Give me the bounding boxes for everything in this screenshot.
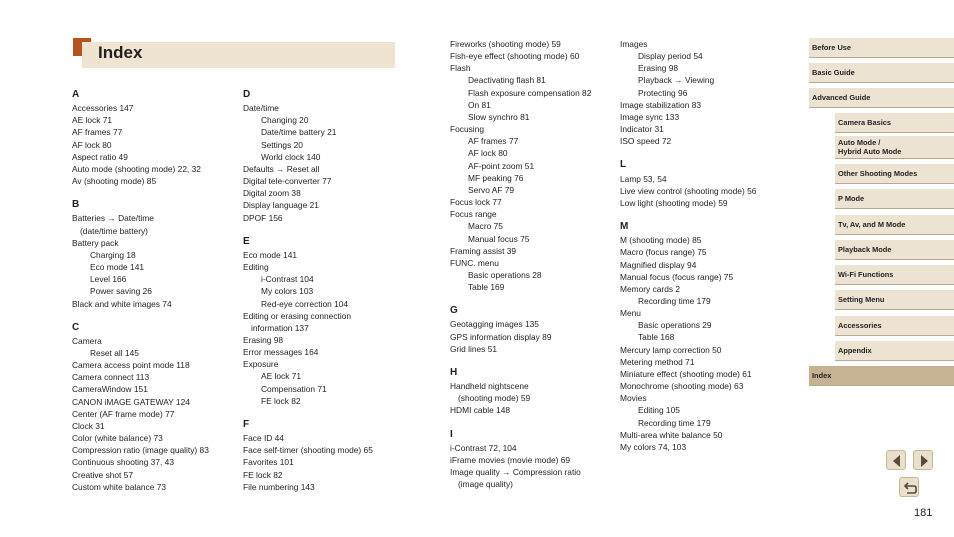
index-entry[interactable]: Eco mode 141 xyxy=(243,249,298,260)
index-entry[interactable]: On 81 xyxy=(468,99,491,110)
index-entry[interactable]: Servo AF 79 xyxy=(468,184,515,195)
index-entry[interactable]: Power saving 26 xyxy=(90,286,152,297)
section-letter: B xyxy=(72,199,80,211)
index-entry[interactable]: AF-point zoom 51 xyxy=(468,160,535,171)
return-icon xyxy=(900,478,920,498)
nav-item-accessories[interactable]: Accessories xyxy=(835,316,954,336)
nav-item-basic-guide[interactable]: Basic Guide xyxy=(809,63,954,83)
index-entry[interactable]: Slow synchro 81 xyxy=(468,111,530,122)
nav-item-auto-mode-hybrid-auto-mode[interactable]: Auto Mode / Hybrid Auto Mode xyxy=(835,136,954,159)
index-entry[interactable]: Center (AF frame mode) 77 xyxy=(72,408,175,419)
index-entry[interactable]: Manual focus (focus range) 75 xyxy=(620,271,734,282)
index-entry[interactable]: Av (shooting mode) 85 xyxy=(72,176,157,187)
section-letter: A xyxy=(72,89,80,100)
index-entry[interactable]: Display language 21 xyxy=(243,200,319,211)
section-letter: H xyxy=(450,366,458,378)
index-entry[interactable]: Exposure xyxy=(243,359,279,370)
index-entry[interactable]: Focus range xyxy=(450,209,497,220)
index-entry[interactable]: Geotagging images 135 xyxy=(450,319,539,330)
index-entry[interactable]: Face self-timer (shooting mode) 65 xyxy=(243,445,373,456)
index-entry[interactable]: MF peaking 76 xyxy=(468,172,524,183)
index-entry[interactable]: Camera access point mode 118 xyxy=(72,360,190,371)
page-number: 181 xyxy=(914,507,933,519)
index-entry[interactable]: Editing or erasing connection xyxy=(243,310,352,321)
section-letter: I xyxy=(450,428,453,440)
index-entry[interactable]: Defaults → Reset all xyxy=(243,163,320,174)
section-letter: F xyxy=(243,418,250,430)
section-letter: E xyxy=(243,235,250,247)
index-entry[interactable]: CANON iMAGE GATEWAY 124 xyxy=(72,396,190,407)
index-column-4 xyxy=(620,38,756,453)
index-entry[interactable]: Error messages 164 xyxy=(243,347,319,358)
section-letter: G xyxy=(450,305,458,317)
index-entry[interactable]: AE lock 71 xyxy=(72,115,113,126)
index-entry[interactable]: AF frames 77 xyxy=(72,127,123,138)
index-entry[interactable]: Basic operations 28 xyxy=(468,269,542,280)
index-entry[interactable]: Lamp 53, 54 xyxy=(620,173,667,184)
index-entry[interactable]: Clock 31 xyxy=(72,420,105,431)
index-entry[interactable]: Flash xyxy=(450,63,471,74)
index-entry[interactable]: Editing xyxy=(243,262,269,273)
index-entry[interactable]: Miniature effect (shooting mode) 61 xyxy=(620,368,752,379)
section-letter: C xyxy=(72,321,80,333)
index-entry[interactable]: information 137 xyxy=(251,322,309,333)
index-entry[interactable]: Indicator 31 xyxy=(620,124,664,135)
index-entry[interactable]: FE lock 82 xyxy=(261,395,301,406)
index-entry[interactable]: (image quality) xyxy=(458,479,513,490)
index-entry[interactable]: Recording time 179 xyxy=(638,417,711,428)
index-entry[interactable]: DPOF 156 xyxy=(243,212,283,223)
index-entry[interactable]: CameraWindow 151 xyxy=(72,384,148,395)
index-entry[interactable]: Aspect ratio 49 xyxy=(72,151,128,162)
index-entry[interactable]: Black and white images 74 xyxy=(72,298,172,309)
index-entry[interactable]: File numbering 143 xyxy=(243,481,315,492)
nav-item-appendix[interactable]: Appendix xyxy=(835,341,954,361)
index-entry[interactable]: M (shooting mode) 85 xyxy=(620,235,702,246)
index-entry[interactable]: Image quality → Compression ratio xyxy=(450,467,581,477)
index-entry[interactable]: Framing assist 39 xyxy=(450,245,517,256)
index-entry[interactable]: Camera connect 113 xyxy=(72,372,150,383)
index-entry[interactable]: Fireworks (shooting mode) 59 xyxy=(450,39,561,49)
index-entry[interactable]: Compression ratio (image quality) 83 xyxy=(72,445,209,456)
index-entry[interactable]: World clock 140 xyxy=(261,151,321,162)
index-entry[interactable]: Custom white balance 73 xyxy=(72,481,167,492)
section-letter: M xyxy=(620,221,629,233)
next-page-button[interactable] xyxy=(913,450,933,470)
index-entry[interactable]: Continuous shooting 37, 43 xyxy=(72,457,174,468)
index-entry[interactable]: Recording time 179 xyxy=(638,295,711,306)
index-entry[interactable]: Date/time xyxy=(243,103,279,114)
index-entry[interactable]: Magnified display 94 xyxy=(620,259,697,270)
index-entry[interactable]: Editing 105 xyxy=(638,405,680,416)
index-entry[interactable]: My colors 103 xyxy=(261,286,314,297)
index-entry[interactable]: AF lock 80 xyxy=(72,139,112,150)
index-column-2 xyxy=(243,89,373,493)
index-entry[interactable]: Image sync 133 xyxy=(620,111,680,122)
index-entry[interactable]: Table 169 xyxy=(468,282,505,293)
index-column-1 xyxy=(72,89,209,493)
index-entry[interactable]: (shooting mode) 59 xyxy=(458,393,531,404)
index-entry[interactable]: Macro (focus range) 75 xyxy=(620,247,707,258)
index-entry[interactable]: Level 166 xyxy=(90,274,127,285)
index-entry[interactable]: FE lock 82 xyxy=(243,469,283,480)
index-entry[interactable]: Settings 20 xyxy=(261,139,303,150)
index-entry[interactable]: Color (white balance) 73 xyxy=(72,433,163,444)
index-entry[interactable]: My colors 74, 103 xyxy=(620,441,687,452)
nav-item-index[interactable]: Index xyxy=(809,366,954,386)
index-entry[interactable]: Live view control (shooting mode) 56 xyxy=(620,185,757,196)
index-entry[interactable]: Macro 75 xyxy=(468,221,503,232)
index-entry[interactable]: i-Contrast 72, 104 xyxy=(450,442,517,453)
index-entry[interactable]: Favorites 101 xyxy=(243,457,294,468)
index-entry[interactable]: Accessories 147 xyxy=(72,103,134,114)
index-entry[interactable]: Images xyxy=(620,39,648,49)
index-entry[interactable]: Display period 54 xyxy=(638,51,703,62)
index-entry[interactable]: FUNC. menu xyxy=(450,257,499,268)
nav-item-wi-fi-functions[interactable]: Wi-Fi Functions xyxy=(835,265,954,285)
index-entry[interactable]: Multi-area white balance 50 xyxy=(620,429,723,440)
nav-item-other-shooting-modes[interactable]: Other Shooting Modes xyxy=(835,164,954,184)
index-entry[interactable]: Image stabilization 83 xyxy=(620,99,702,110)
index-entry[interactable]: i-Contrast 104 xyxy=(261,274,314,285)
index-entry[interactable]: (date/time battery) xyxy=(80,225,148,236)
index-entry[interactable]: GPS information display 89 xyxy=(450,331,552,342)
index-entry[interactable]: Protecting 96 xyxy=(638,87,688,98)
index-entry[interactable]: Mercury lamp correction 50 xyxy=(620,344,722,355)
index-entry[interactable]: Deactivating flash 81 xyxy=(468,75,546,86)
index-entry[interactable]: Charging 18 xyxy=(90,249,136,260)
index-column-3 xyxy=(450,38,591,490)
index-entry[interactable]: Memory cards 2 xyxy=(620,283,681,294)
index-entry[interactable]: AF frames 77 xyxy=(468,136,519,147)
index-entry[interactable]: Digital zoom 38 xyxy=(243,188,301,199)
section-letter: L xyxy=(620,159,627,171)
index-entry[interactable]: Flash exposure compensation 82 xyxy=(468,87,592,98)
index-entry[interactable]: Reset all 145 xyxy=(90,347,139,358)
index-entry[interactable]: Fish-eye effect (shooting mode) 60 xyxy=(450,51,580,62)
prev-page-icon xyxy=(887,451,907,471)
return-button[interactable] xyxy=(899,477,919,497)
nav-item-tv-av-and-m-mode[interactable]: Tv, Av, and M Mode xyxy=(835,215,954,235)
index-entry[interactable]: Low light (shooting mode) 59 xyxy=(620,197,728,208)
index-entry[interactable]: Compensation 71 xyxy=(261,383,327,394)
nav-item-advanced-guide[interactable]: Advanced Guide xyxy=(809,88,954,108)
index-entry[interactable]: Red-eye correction 104 xyxy=(261,298,349,309)
index-entry[interactable]: Face ID 44 xyxy=(243,433,284,444)
page-title: Index xyxy=(98,43,143,62)
index-entry[interactable]: iFrame movies (movie mode) 69 xyxy=(450,454,571,465)
section-letter: D xyxy=(243,89,251,100)
nav-item-p-mode[interactable]: P Mode xyxy=(835,189,954,209)
nav-item-setting-menu[interactable]: Setting Menu xyxy=(835,290,954,310)
nav-item-playback-mode[interactable]: Playback Mode xyxy=(835,240,954,260)
index-entry[interactable]: Battery pack xyxy=(72,237,119,248)
index-entry[interactable]: Camera xyxy=(72,335,102,346)
index-entry[interactable]: Playback → Viewing xyxy=(638,75,715,86)
next-page-icon xyxy=(914,451,934,471)
index-entry[interactable]: Batteries → Date/time xyxy=(72,213,154,224)
index-entry[interactable]: Creative shot 57 xyxy=(72,469,133,480)
index-entry[interactable]: Date/time battery 21 xyxy=(261,127,337,138)
index-entry[interactable]: Grid lines 51 xyxy=(450,343,498,354)
index-entry[interactable]: HDMI cable 148 xyxy=(450,405,511,416)
index-entry[interactable]: Manual focus 75 xyxy=(468,233,530,244)
index-entry[interactable]: Monochrome (shooting mode) 63 xyxy=(620,381,744,392)
index-entry[interactable]: Changing 20 xyxy=(261,115,309,126)
index-entry[interactable]: ISO speed 72 xyxy=(620,136,672,147)
index-entry[interactable]: Focus lock 77 xyxy=(450,197,502,208)
index-entry[interactable]: Basic operations 29 xyxy=(638,320,712,331)
index-entry[interactable]: Menu xyxy=(620,308,641,319)
index-entry[interactable]: Auto mode (shooting mode) 22, 32 xyxy=(72,163,201,174)
prev-page-button[interactable] xyxy=(886,450,906,470)
index-entry[interactable]: Erasing 98 xyxy=(638,63,679,74)
nav-item-before-use[interactable]: Before Use xyxy=(809,38,954,58)
nav-item-camera-basics[interactable]: Camera Basics xyxy=(835,113,954,133)
index-entry[interactable]: Digital tele-converter 77 xyxy=(243,176,332,187)
index-entry[interactable]: Focusing xyxy=(450,124,484,135)
index-entry[interactable]: Handheld nightscene xyxy=(450,381,529,392)
index-entry[interactable]: Eco mode 141 xyxy=(90,262,145,273)
index-entry[interactable]: Table 168 xyxy=(638,332,675,343)
index-entry[interactable]: Movies xyxy=(620,393,647,404)
index-entry[interactable]: AE lock 71 xyxy=(261,371,302,382)
index-entry[interactable]: Erasing 98 xyxy=(243,334,284,345)
index-entry[interactable]: Metering method 71 xyxy=(620,356,695,367)
index-entry[interactable]: AF lock 80 xyxy=(468,148,508,159)
